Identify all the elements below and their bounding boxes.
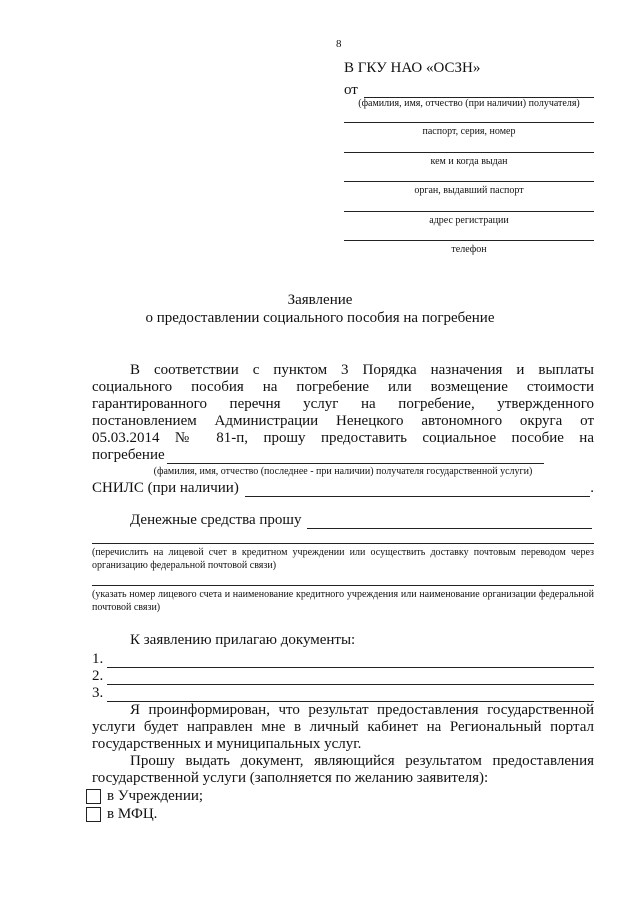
payment-label: Денежные средства прошу (130, 512, 302, 528)
passport-field[interactable] (344, 122, 594, 123)
payment-row (130, 512, 592, 529)
option-mfc-checkbox[interactable] (86, 807, 101, 822)
document-item-number: 1. (92, 651, 104, 667)
benefit-recipient-caption: (фамилия, имя, отчество (последнее - при наличии) получателя государственной услуги) (153, 466, 533, 477)
from-row (344, 80, 594, 98)
applicant-name-field[interactable] (364, 83, 594, 98)
payment-method-field[interactable] (307, 514, 592, 529)
from-label: от (344, 82, 358, 98)
issuing-authority-field[interactable] (344, 181, 594, 182)
recipient-org: В ГКУ НАО «ОСЗН» (344, 60, 481, 76)
account-details-caption: (указать номер лицевого счета и наименование кредитного учреждения или наименование организации федеральной почтовой связи) (92, 589, 594, 613)
passport-caption: паспорт, серия, номер (422, 126, 516, 137)
snils-row (92, 480, 594, 497)
notice-line-1: Я проинформирован, что результат предоставления государственной (130, 702, 594, 718)
document-item-2 (92, 668, 594, 685)
option-institution-checkbox[interactable] (86, 789, 101, 804)
burial-label: погребение (92, 447, 165, 463)
option-institution-label: в Учреждении; (107, 788, 204, 804)
option-institution[interactable] (86, 788, 203, 805)
snils-label: СНИЛС (при наличии) (92, 480, 239, 496)
document-item-number: 2. (92, 668, 104, 684)
issued-by-caption: кем и когда выдан (430, 156, 508, 167)
statement-line-3: гарантированного перечня услуг на погребение, утвержденного (92, 396, 594, 412)
document-item-field[interactable] (107, 687, 594, 702)
option-mfc-label: в МФЦ. (107, 806, 158, 822)
snils-end: . (590, 480, 594, 496)
statement-line-1: В соответствии с пунктом 3 Порядка назначения и выплаты (130, 362, 594, 378)
statement-line-4: постановлением Администрации Ненецкого автономного округа от (92, 413, 594, 429)
registration-address-field[interactable] (344, 211, 594, 212)
page-number: 8 (336, 38, 342, 50)
document-item-field[interactable] (107, 670, 594, 685)
notice-line-2: услуги будет направлен мне в личный кабинет на Региональный портал (92, 719, 594, 735)
option-mfc[interactable] (86, 806, 157, 823)
issuing-authority-caption: орган, выдавший паспорт (414, 185, 524, 196)
snils-field[interactable] (245, 482, 590, 497)
request-line-2: государственной услуги (заполняется по желанию заявителя): (92, 770, 489, 786)
documents-label: К заявлению прилагаю документы: (130, 632, 356, 648)
document-item-1 (92, 651, 594, 668)
notice-line-3: государственных и муниципальных услуг. (92, 736, 362, 752)
burial-recipient-row (92, 447, 544, 464)
account-details-line[interactable] (92, 585, 594, 586)
document-item-3 (92, 685, 594, 702)
statement-line-5: 05.03.2014 № 81-п, прошу предоставить социальное пособие на (92, 430, 594, 446)
payment-method-line[interactable] (92, 543, 594, 544)
document-title: Заявление (287, 292, 353, 308)
benefit-recipient-field[interactable] (167, 449, 544, 464)
statement-line-2: социального пособия на погребение или возмещение стоимости (92, 379, 594, 395)
phone-caption: телефон (451, 244, 487, 255)
issued-by-field[interactable] (344, 152, 594, 153)
document-item-number: 3. (92, 685, 104, 701)
registration-address-caption: адрес регистрации (429, 215, 509, 226)
document-subtitle: о предоставлении социального пособия на погребение (145, 310, 495, 326)
phone-field[interactable] (344, 240, 594, 241)
request-line-1: Прошу выдать документ, являющийся результатом предоставления (130, 753, 594, 769)
document-item-field[interactable] (107, 653, 594, 668)
applicant-name-caption: (фамилия, имя, отчество (при наличии) получателя) (358, 98, 580, 109)
payment-method-caption: (перечислить на лицевой счет в кредитном учреждении или осуществить доставку почтовым переводом через организацию федеральной почтовой связи) (92, 547, 594, 571)
